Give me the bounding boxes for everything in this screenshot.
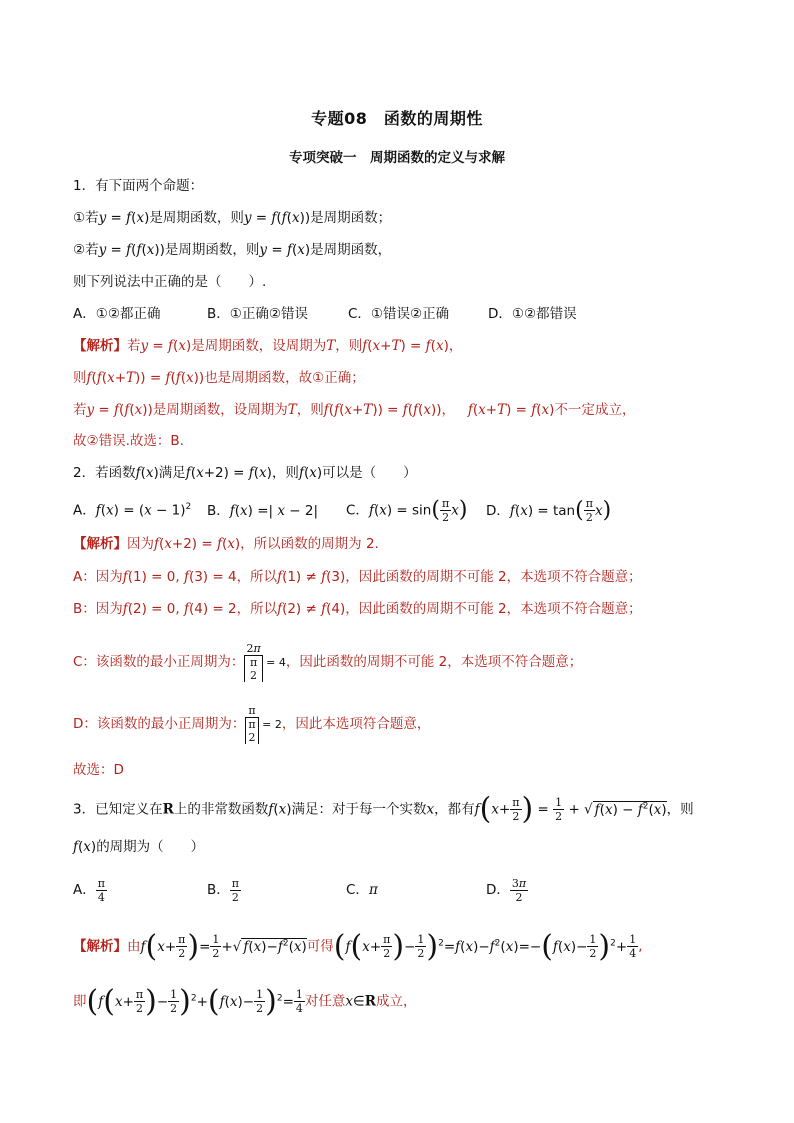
section-subtitle: 专项突破一 周期函数的定义与求解	[289, 150, 505, 166]
q2-option-a: A．$f(x) = (x - 1)^2$	[73, 502, 192, 519]
q3-solution-1: 【解析】由f(x+ $\frac{\pi}{2}$ )= $\frac{1}{2}$ +√ $f(x)-f^2(x)$可得(f(x+ $\frac{\pi}{2}$ )− $\frac{1}{2}$ )$^2=f(x)-f^2(x)=-(f(x)-$ $\frac{1}{2}$ )$^2$+ $\frac{1}{4}$ ,	[73, 928, 643, 964]
page-title: 专题08 函数的周期性	[311, 109, 483, 128]
q1-solution-3: 若y = f(f(x))是周期函数，设周期为T，则f(f(x+T)) = f(f(x))， f(x+T) = f(x)不一定成立，	[73, 402, 636, 418]
q2-option-d: D．f(x) = tan( $\frac{\pi}{2}$ x)	[486, 497, 612, 524]
q1-options	[73, 304, 734, 324]
q2-answer: 故选：D	[73, 762, 124, 778]
q2-solution-d: D：该函数的最小正周期为： π π 2 = 2，因此本选项符合题意，	[73, 704, 431, 744]
q1-proposition-1: ①若y = f(x)是周期函数，则y = f(f(x))是周期函数；	[73, 210, 392, 226]
q2-solution-b: B：因为f(2) = 0, f(4) = 2，所以f(2) ≠ f(4)，因此函数的周期不可能 2，本选项不符合题意；	[73, 601, 642, 617]
q3-option-c: C．π	[346, 882, 378, 898]
q2-solution-1: 【解析】因为f(x+2) = f(x)，所以函数的周期为 2.	[73, 536, 379, 552]
q1-solution-2: 则f(f(x+T)) = f(f(x))也是周期函数，故①正确；	[73, 370, 365, 386]
q1-solution-4: 故②错误.故选：B.	[73, 433, 184, 449]
q1-option-b: B．①正确②错误	[207, 306, 308, 322]
q3-stem-2: f(x)的周期为（ ）	[73, 839, 205, 855]
q3-options	[73, 876, 734, 904]
q2-stem: 2．若函数f(x)满足f(x+2) = f(x)，则f(x)可以是（ ）	[73, 465, 417, 481]
q1-solution-1: 【解析】若y = f(x)是周期函数，设周期为T，则f(x+T) = f(x)，	[73, 338, 463, 354]
q1-option-c: C．①错误②正确	[348, 306, 450, 322]
q2-solution-c: C：该函数的最小正周期为： 2π π 2 = 4，因此函数的周期不可能 2，本选项不符合题意；	[73, 642, 583, 682]
q3-option-a: A． $\frac{\pi}{4}$	[73, 876, 105, 904]
q1-ask: 则下列说法中正确的是（ ）.	[73, 274, 267, 290]
q1-option-a: A．①②都正确	[73, 306, 161, 322]
q2-solution-a: A：因为f(1) = 0, f(3) = 4，所以f(1) ≠ f(3)，因此函数的周期不可能 2，本选项不符合题意；	[73, 569, 642, 585]
q3-stem: 3．已知定义在R上的非常数函数f(x)满足：对于每一个实数x，都有f(x+ $\frac{\pi}{2}$ ) = $\frac{1}{2}$ + √ $f(x) - f^2(x)$，则	[73, 791, 694, 827]
q2-option-c: C．f(x) = sin( $\frac{\pi}{2}$ x)	[346, 497, 468, 524]
q3-option-b: B． $\frac{\pi}{2}$	[207, 876, 239, 904]
q1-option-d: D．①②都错误	[488, 306, 577, 322]
q2-option-b: B．f(x) =| x − 2|	[207, 502, 319, 519]
q1-stem: 1．有下面两个命题：	[73, 178, 204, 194]
q1-proposition-2: ②若y = f(f(x))是周期函数，则y = f(x)是周期函数，	[73, 242, 392, 258]
q2-options	[73, 497, 734, 524]
q3-solution-2: 即(f(x+ $\frac{\pi}{2}$ )− $\frac{1}{2}$ )$^2$+(f(x)− $\frac{1}{2}$ )$^2$= $\frac{1}{4}$ 对任意x∈R成立，	[73, 983, 417, 1019]
q3-option-d: D． $\frac{3\pi}{2}$	[486, 876, 527, 904]
